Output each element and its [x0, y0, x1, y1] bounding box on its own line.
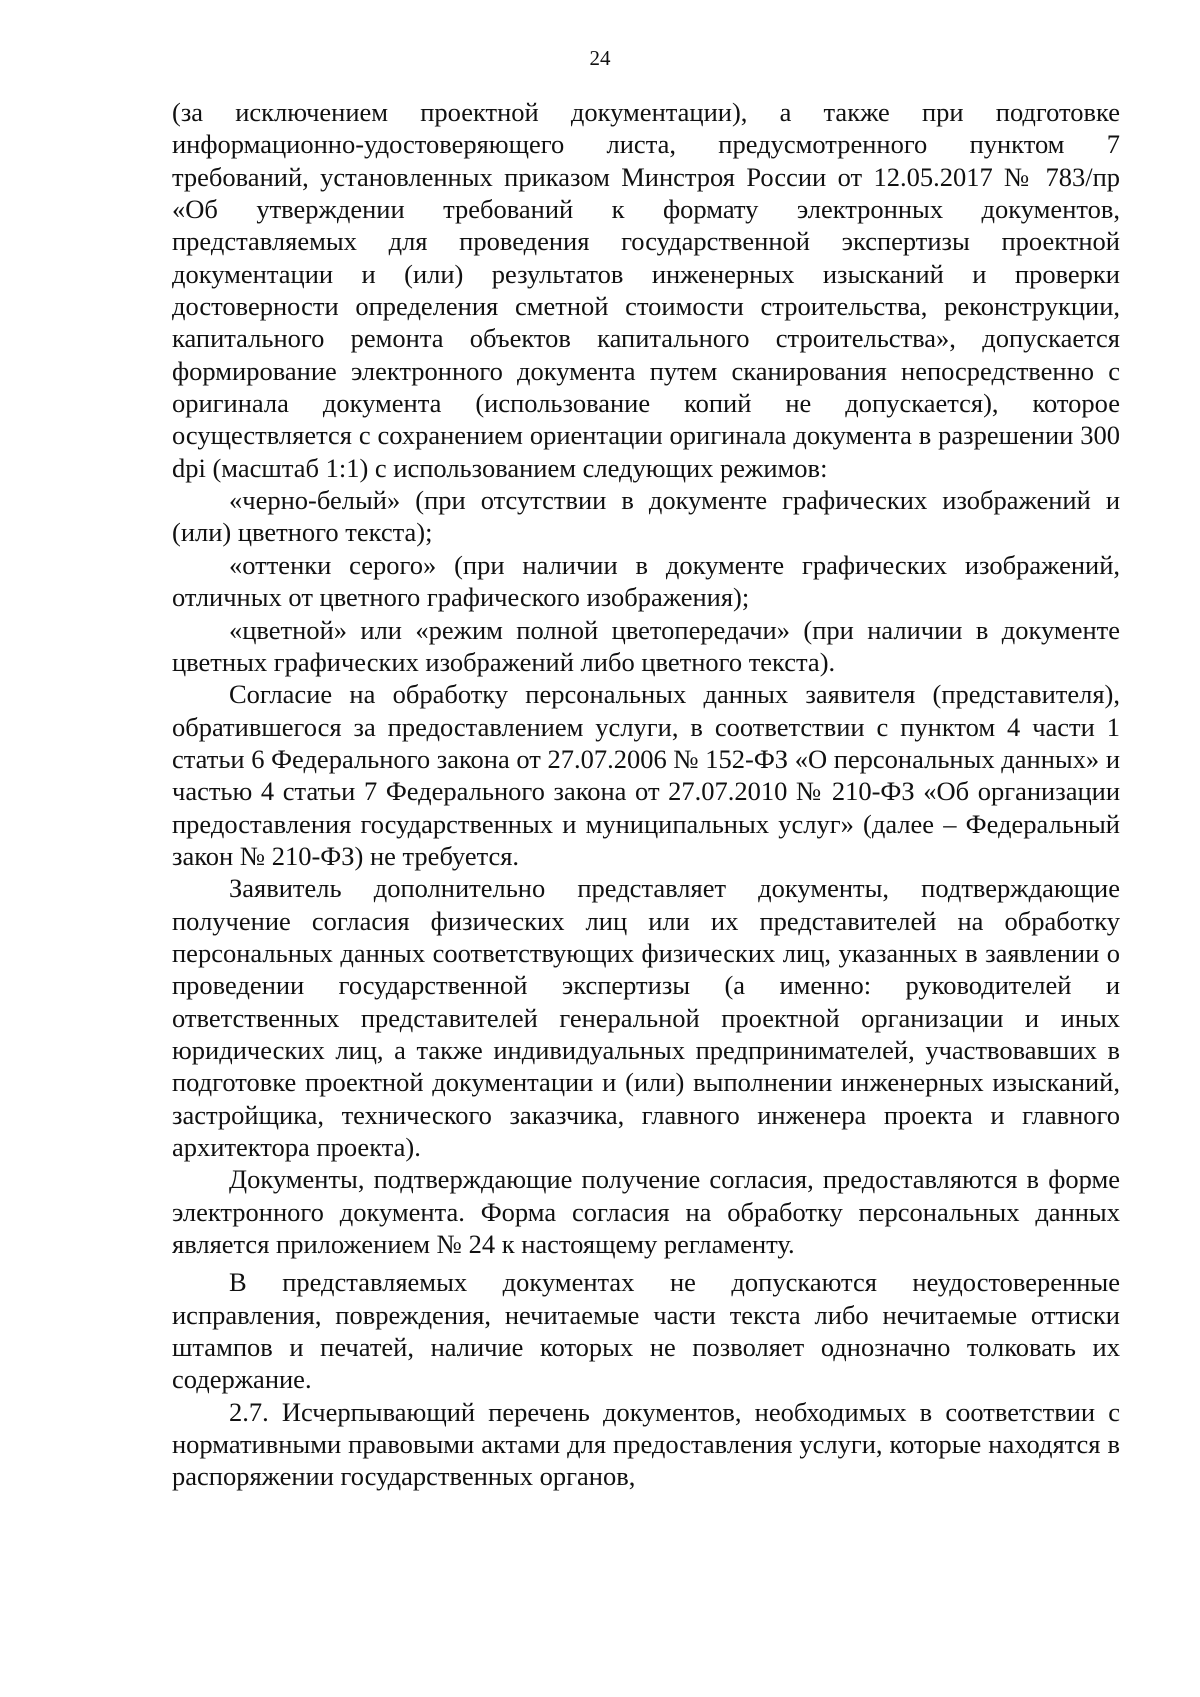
page-number: 24: [589, 46, 611, 70]
paragraph-mode-color: «цветной» или «режим полной цветопередачи» (при наличии в документе цветных графических изображений либо цветного текста).: [172, 614, 1120, 677]
paragraph-section-2-7: 2.7. Исчерпывающий перечень документов, необходимых в соответствии с нормативными правовыми актами для предоставления услуги, которые находятся в распоряжении государственных органов,: [172, 1396, 1120, 1492]
paragraph-mode-black-white: «черно-белый» (при отсутствии в документе графических изображений и (или) цветного текста);: [172, 485, 1120, 548]
paragraph-consent-form: Документы, подтверждающие получение согласия, предоставляются в форме электронного документа. Форма согласия на обработку персональных данных является приложением № 24 к настоящему регламенту.: [172, 1164, 1120, 1260]
paragraph-personal-data-consent: Согласие на обработку персональных данных заявителя (представителя), обратившегося за предоставлением услуги, в соответствии с пунктом 4 части 1 статьи 6 Федерального закона от 27.07.2006 № 152-ФЗ «О персональных данных» и частью 4 статьи 7 Федерального закона от 27.07.2010 № 210-ФЗ «Об организации предоставления государственных и муниципальных услуг» (далее – Федеральный закон № 210-ФЗ) не требуется.: [172, 679, 1120, 871]
document-body: [172, 96, 1120, 1493]
paragraph-document-corrections: В представляемых документах не допускаются неудостоверенные исправления, повреждения, нечитаемые части текста либо нечитаемые оттиски штампов и печатей, наличие которых не позволяет однозначно толковать их содержание.: [172, 1267, 1120, 1395]
paragraph-additional-documents: Заявитель дополнительно представляет документы, подтверждающие получение согласия физических лиц или их представителей на обработку персональных данных соответствующих физических лиц, указанных в заявлении о проведении государственной экспертизы (а именно: руководителей и ответственных представителей генеральной проектной организации и иных юридических лиц, а также индивидуальных предпринимателей, участвовавших в подготовке проектной документации и (или) выполнении инженерных изысканий, застройщика, технического заказчика, главного инженера проекта и главного архитектора проекта).: [172, 873, 1120, 1162]
paragraph-mode-grayscale: «оттенки серого» (при наличии в документе графических изображений, отличных от цветного графического изображения);: [172, 549, 1120, 613]
paragraph-scanning-rules: (за исключением проектной документации), а также при подготовке информационно-удостоверяющего листа, предусмотренного пунктом 7 требований, установленных приказом Минстроя России от 12.05.2017 № 783/пр «Об утверждении требований к формату электронных документов, представляемых для проведения государственной экспертизы проектной документации и (или) результатов инженерных изысканий и проверки достоверности определения сметной стоимости строительства, реконструкции, капитального ремонта объектов капитального строительства», допускается формирование электронного документа путем сканирования непосредственно с оригинала документа (использование копий не допускается), которое осуществляется с сохранением ориентации оригинала документа в разрешении 300 dpi (масштаб 1:1) с использованием следующих режимов:: [172, 97, 1120, 483]
